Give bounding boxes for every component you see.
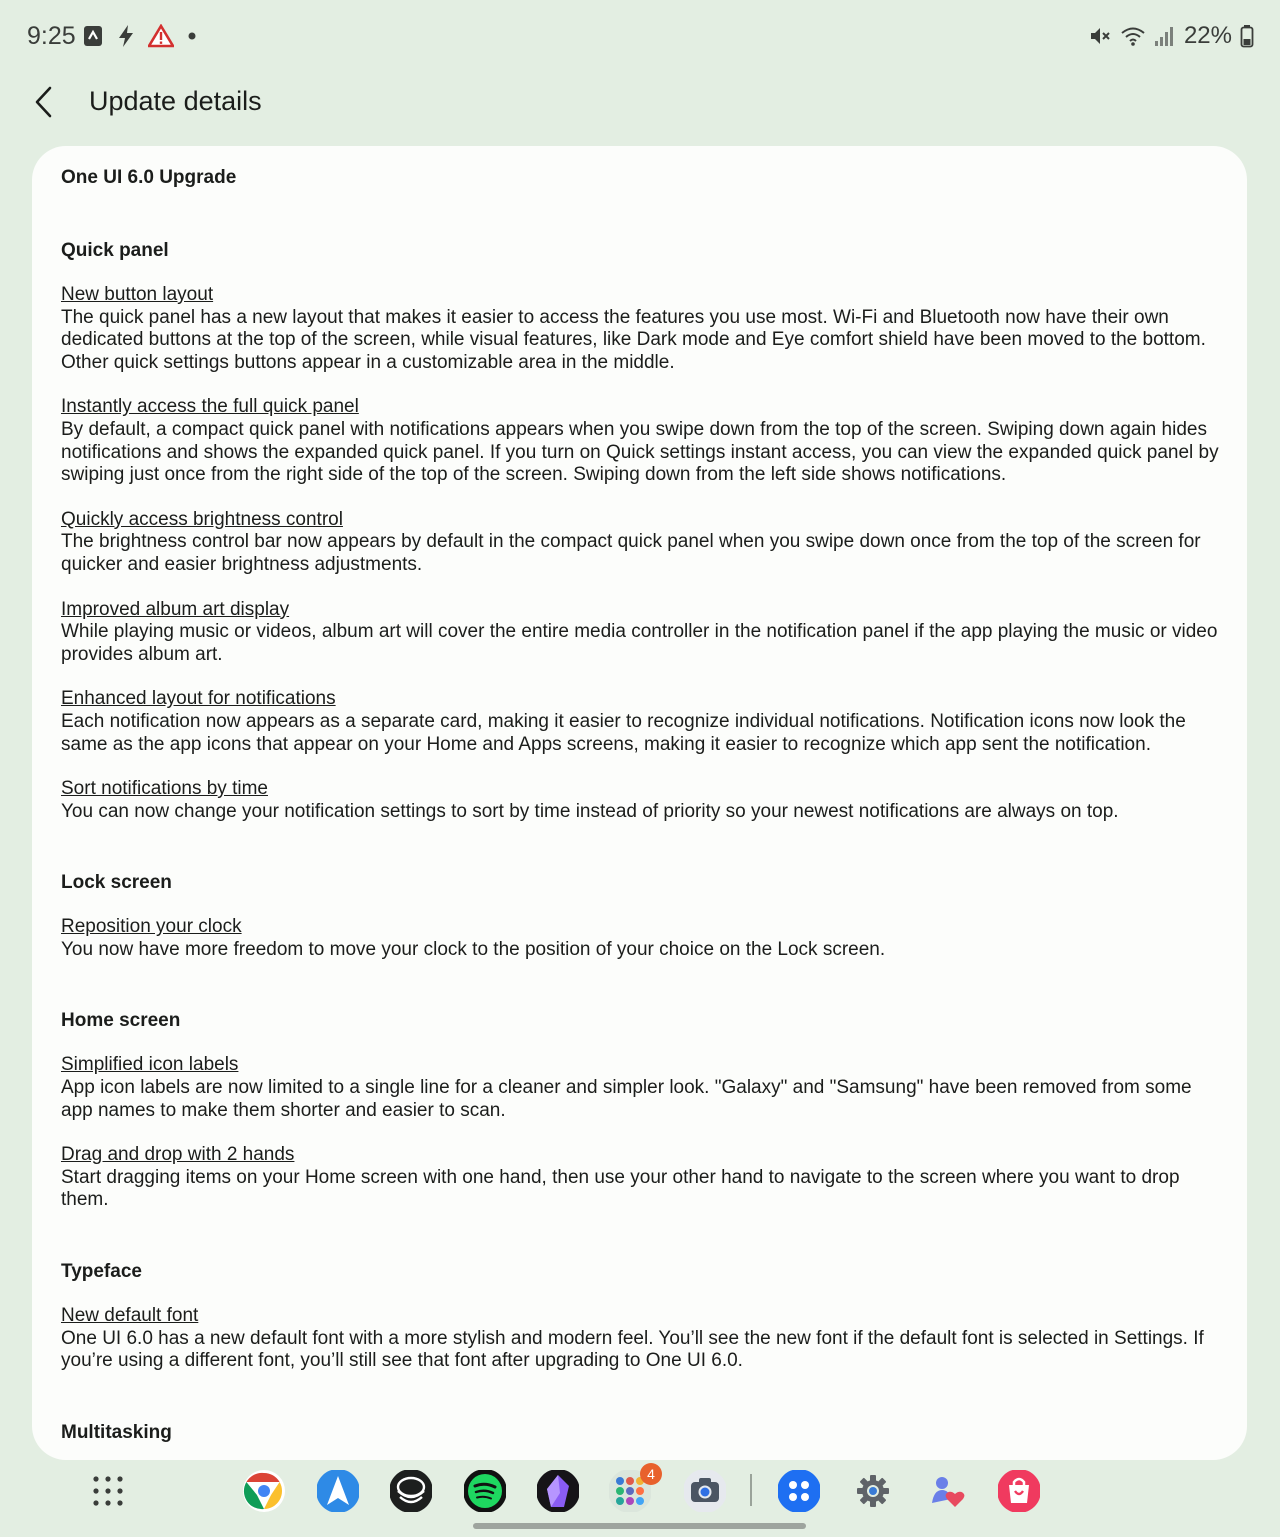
update-item-description: By default, a compact quick panel with notifications appears when you swipe down from the top of the screen. Swiping down again hides notifications and shows the expanded quick panel. If you turn on Quick settings instant access, you can view the expanded quick panel by swiping just once from the right side of the top of the screen. Swiping down from the left side shows notifications. (61, 418, 1219, 486)
section-multitasking (61, 1421, 1221, 1445)
flash-icon (116, 24, 136, 48)
settings-icon[interactable] (851, 1469, 895, 1513)
dock-divider (750, 1474, 752, 1506)
app-header (0, 76, 1280, 136)
update-item (61, 1144, 1221, 1212)
update-item-description: You can now change your notification settings to sort by time instead of priority so your newest notifications are always on top. (61, 800, 1119, 822)
update-item-description: Start dragging items on your Home screen with one hand, then use your other hand to navigate to the screen where you want to drop them. (61, 1166, 1180, 1211)
update-item-title: Reposition your clock (61, 916, 242, 938)
update-item (61, 916, 1221, 961)
status-left-icons (82, 24, 198, 48)
upgrade-title: One UI 6.0 Upgrade (61, 167, 237, 188)
backup-icon (82, 24, 104, 48)
update-details-content (61, 166, 1221, 1460)
update-item (61, 688, 1221, 756)
battery-icon (1240, 24, 1254, 48)
obsidian-icon[interactable] (536, 1469, 580, 1513)
wifi-icon (1120, 24, 1146, 48)
section-lock-screen (61, 871, 1221, 961)
update-item (61, 778, 1221, 823)
update-details-card[interactable] (32, 146, 1247, 1460)
mute-icon (1088, 24, 1112, 48)
signal-icon (1154, 24, 1176, 48)
back-button[interactable] (24, 82, 64, 122)
section-quick-panel (61, 239, 1221, 823)
section-title: Multitasking (61, 1421, 172, 1443)
galaxy-store-icon[interactable] (997, 1469, 1041, 1513)
samsung-apps-icon[interactable] (777, 1469, 821, 1513)
app-drawer-icon[interactable] (92, 1475, 124, 1507)
update-item (61, 1305, 1221, 1373)
update-item (61, 284, 1221, 374)
update-item-title: Sort notifications by time (61, 778, 268, 800)
spotify-icon[interactable] (463, 1469, 507, 1513)
gesture-handle[interactable] (473, 1523, 806, 1529)
section-title: Lock screen (61, 872, 172, 894)
update-item-description: One UI 6.0 has a new default font with a more stylish and modern feel. You’ll see the new font if the default font is selected in Settings. If you’re using a different font, you’ll still see that font after upgrading to One UI 6.0. (61, 1327, 1204, 1372)
folder-badge: 4 (640, 1463, 662, 1485)
update-item-title: Enhanced layout for notifications (61, 688, 336, 710)
section-title: Typeface (61, 1261, 142, 1283)
friends-app-icon[interactable] (925, 1469, 969, 1513)
update-item-title: Instantly access the full quick panel (61, 396, 359, 418)
section-typeface (61, 1260, 1221, 1373)
spark-mail-icon[interactable] (316, 1469, 360, 1513)
sections-container (61, 239, 1221, 1445)
chevron-left-icon (32, 85, 56, 119)
update-item-title: Drag and drop with 2 hands (61, 1144, 295, 1166)
update-item-description: The brightness control bar now appears by default in the compact quick panel when you swipe down once from the top of the screen for quicker and easier brightness adjustments. (61, 531, 1201, 575)
status-right-icons (1088, 22, 1254, 50)
section-home-screen (61, 1009, 1221, 1212)
update-item (61, 509, 1221, 577)
update-item-title: Simplified icon labels (61, 1054, 239, 1076)
update-item (61, 1054, 1221, 1122)
status-time: 9:25 (27, 22, 76, 50)
warning-icon (148, 24, 174, 48)
chrome-icon[interactable] (242, 1469, 286, 1513)
camera-icon[interactable] (683, 1469, 727, 1513)
status-bar (0, 0, 1280, 76)
section-title: Home screen (61, 1010, 181, 1032)
update-item-title: Improved album art display (61, 598, 290, 620)
update-item-description: The quick panel has a new layout that makes it easier to access the features you use most. Wi-Fi and Bluetooth now have their own dedicated buttons at the top of the screen, while visual features, like Dark mode and Eye comfort shield have been moved to the bottom. Other quick settings buttons appear in a customizable area in the middle. (61, 306, 1206, 373)
section-title: Quick panel (61, 240, 169, 261)
update-item (61, 599, 1221, 667)
update-item-description: You now have more freedom to move your clock to the position of your choice on the Lock screen. (61, 938, 886, 960)
update-item-title: New button layout (61, 284, 214, 305)
update-item-title: Quickly access brightness control (61, 508, 343, 530)
update-item-description: While playing music or videos, album art will cover the entire media controller in the notification panel if the app playing the music or video provides album art. (61, 621, 1218, 665)
ai-app-icon[interactable] (389, 1469, 433, 1513)
dot-icon (186, 30, 198, 42)
taskbar-dock (0, 1460, 1280, 1537)
update-item-description: App icon labels are now limited to a single line for a cleaner and simpler look. "Galaxy" and "Samsung" have been removed from some app names to make them shorter and easier to scan. (61, 1077, 1192, 1121)
update-item (61, 396, 1221, 486)
update-item-description: Each notification now appears as a separate card, making it easier to recognize individual notifications. Notification icons now look the same as the app icons that appear on your Home and Apps screens, making it easier to recognize which app sent the notification. (61, 710, 1186, 755)
update-item-title: New default font (61, 1305, 199, 1327)
battery-percent: 22% (1183, 22, 1232, 49)
page-title: Update details (89, 86, 262, 116)
